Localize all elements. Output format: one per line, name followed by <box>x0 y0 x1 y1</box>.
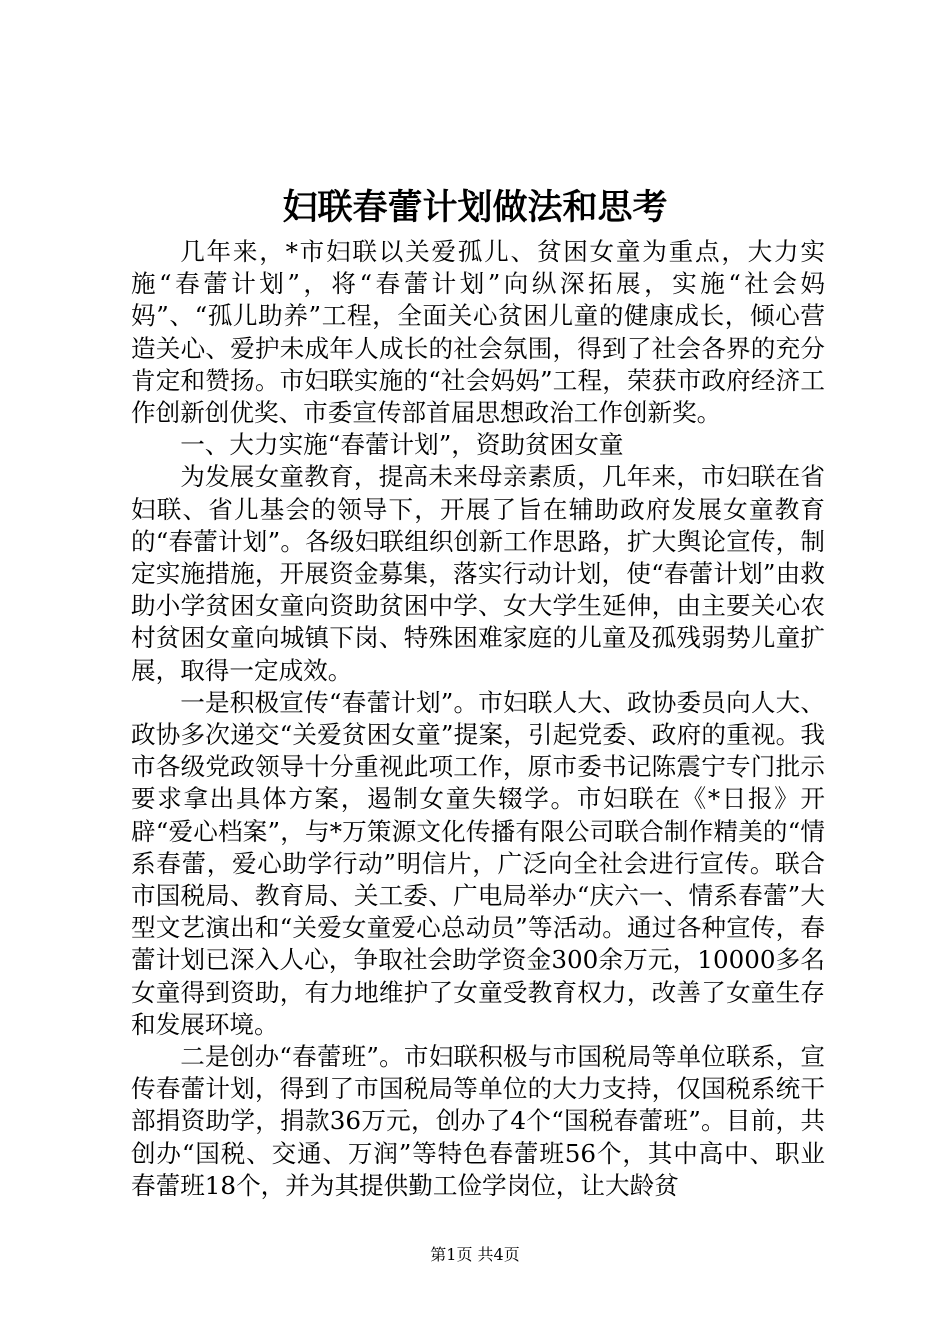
section-heading: 一、大力实施“春蕾计划”，资助贫困女童 <box>180 430 624 460</box>
paragraph-classes: 二是创办“春蕾班”。市妇联积极与市国税局等单位联系，宣传春蕾计划，得到了市国税局等单位的大力支持，仅国税系统干部捐资助学，捐款36万元，创办了4个“国税春蕾班”。目前，共创办“国税、交通、万润”等特色春蕾班56个，其中高中、职业春蕾班18个，并为其提供勤工俭学岗位，让大龄贫 <box>131 1042 825 1200</box>
page-number: 第1页 共4页 <box>430 1245 520 1264</box>
paragraph-intro: 几年来，*市妇联以关爱孤儿、贫困女童为重点，大力实施“春蕾计划”，将“春蕾计划”向纵深拓展，实施“社会妈妈”、“孤儿助养”工程，全面关心贫困儿童的健康成长，倾心营造关心、爱护未成年人成长的社会氛围，得到了社会各界的充分肯定和赞扬。市妇联实施的“社会妈妈”工程，荣获市政府经济工作创新创优奖、市委宣传部首届思想政治工作创新奖。 <box>131 237 825 428</box>
document-title: 妇联春蕾计划做法和思考 <box>282 187 668 228</box>
paragraph-education: 为发展女童教育，提高未来母亲素质，几年来，市妇联在省妇联、省儿基会的领导下，开展了旨在辅助政府发展女童教育的“春蕾计划”。各级妇联组织创新工作思路，扩大舆论宣传，制定实施措施，开展资金募集，落实行动计划，使“春蕾计划”由救助小学贫困女童向资助贫困中学、女大学生延伸，由主要关心农村贫困女童向城镇下岗、特殊困难家庭的儿童及孤残弱势儿童扩展，取得一定成效。 <box>131 462 825 685</box>
paragraph-publicity: 一是积极宣传“春蕾计划”。市妇联人大、政协委员向人大、政协多次递交“关爱贫困女童”提案，引起党委、政府的重视。我市各级党政领导十分重视此项工作，原市委书记陈震宁专门批示要求拿出具体方案，遏制女童失辍学。市妇联在《*日报》开辟“爱心档案”，与*万策源文化传播有限公司联合制作精美的“情系春蕾，爱心助学行动”明信片，广泛向全社会进行宣传。联合市国税局、教育局、关工委、广电局举办“庆六一、情系春蕾”大型文艺演出和“关爱女童爱心总动员”等活动。通过各种宣传，春蕾计划已深入人心，争取社会助学资金300余万元，10000多名女童得到资助，有力地维护了女童受教育权力，改善了女童生存和发展环境。 <box>131 687 825 1039</box>
document-body <box>131 236 825 1202</box>
